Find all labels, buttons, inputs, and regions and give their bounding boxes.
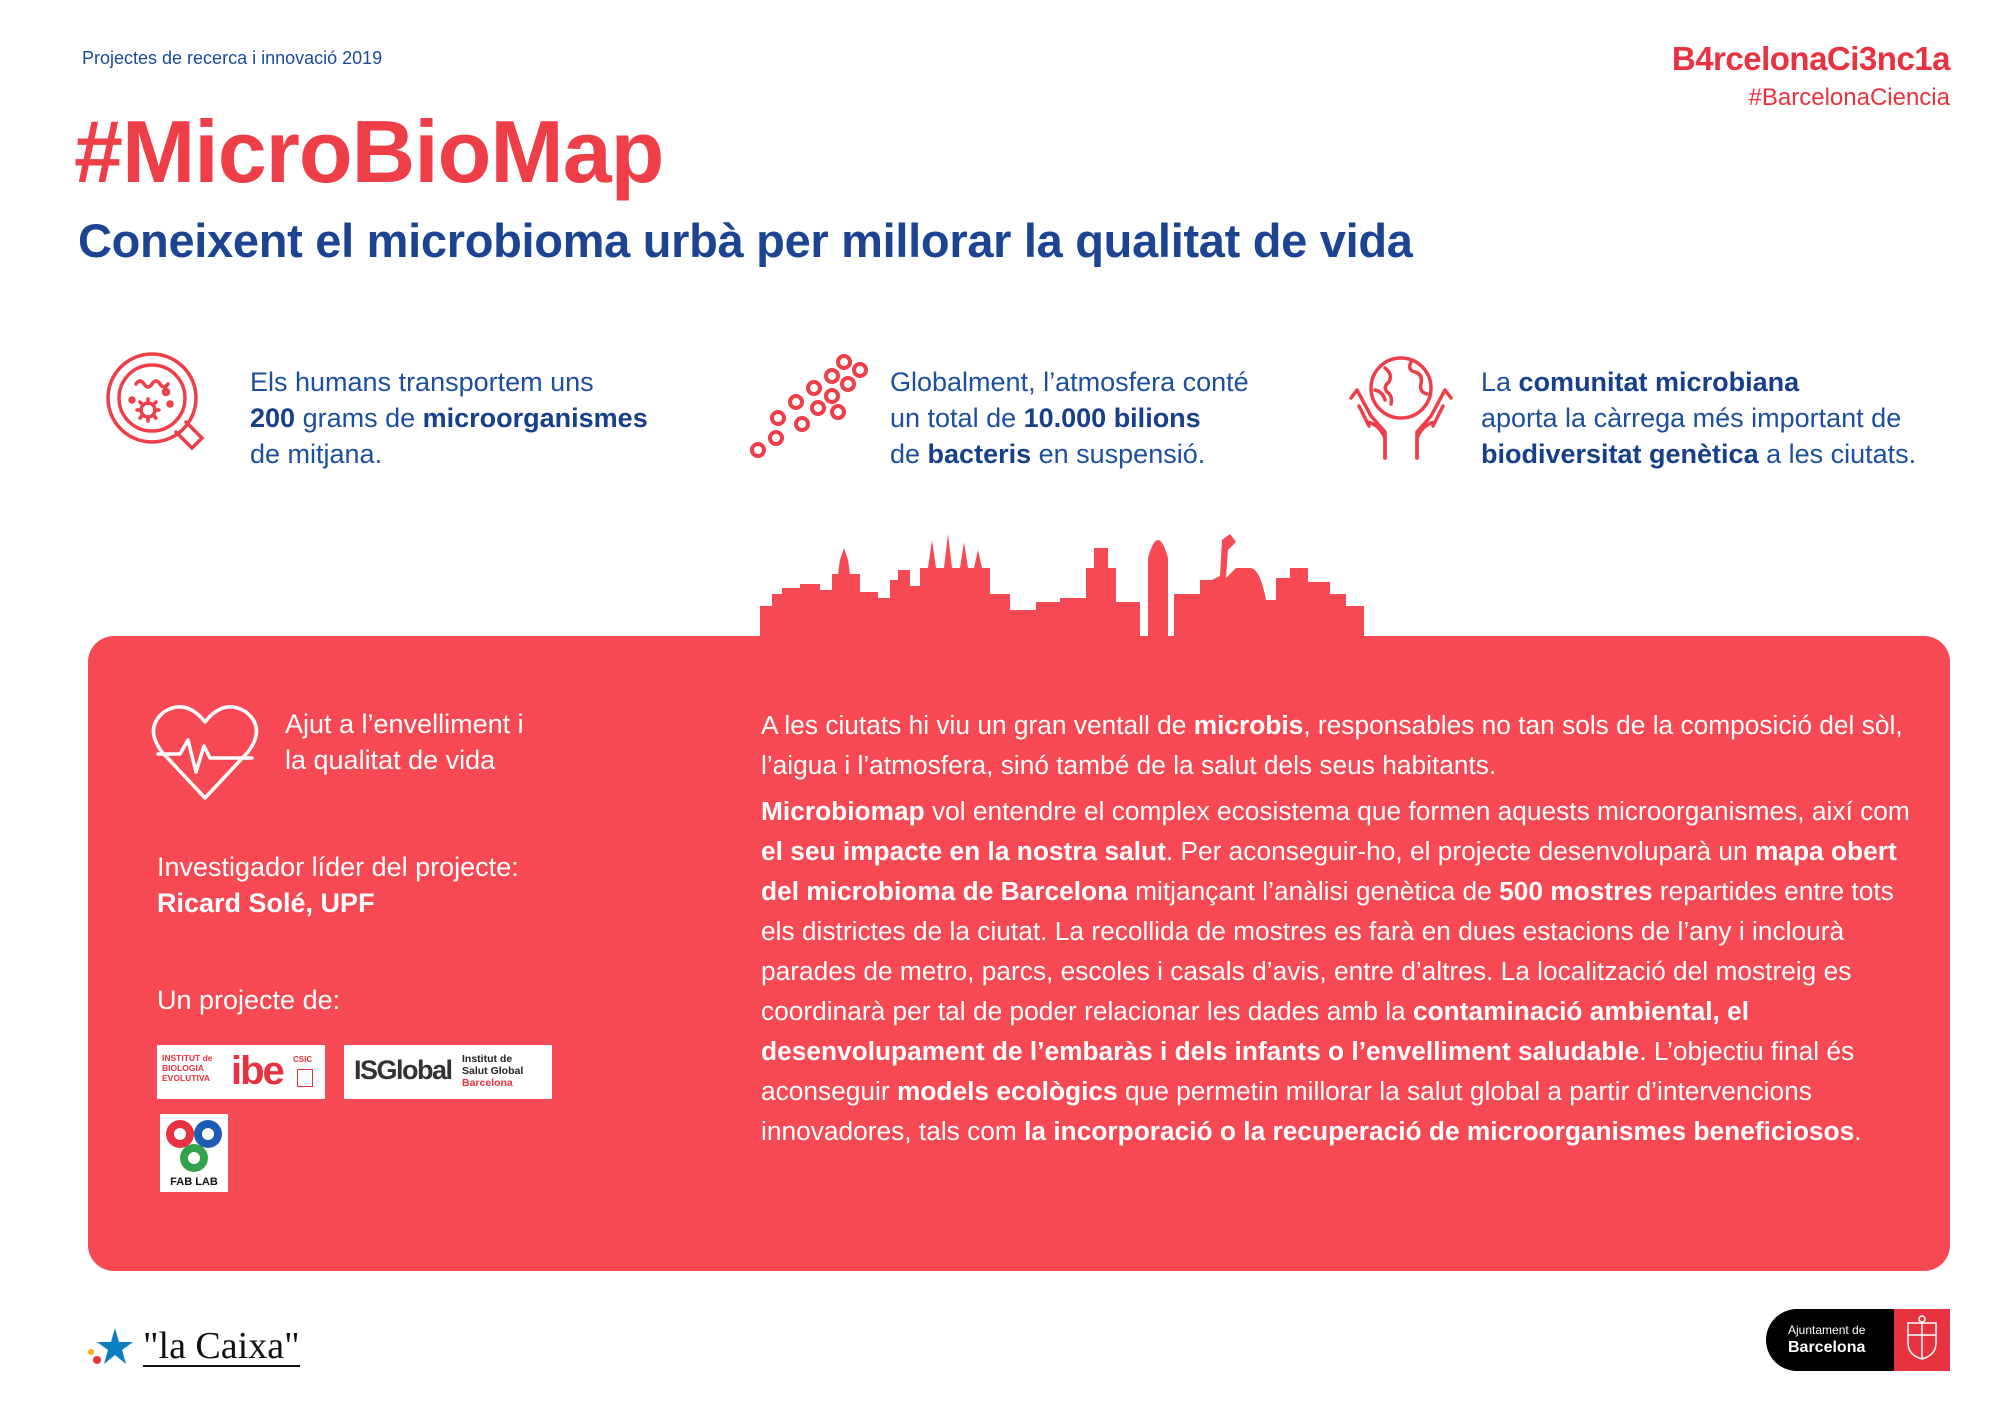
la-caixa-logo[interactable] bbox=[85, 1324, 300, 1370]
ibe-partner-logo[interactable] bbox=[157, 1045, 325, 1099]
description-run: mitjançant l’anàlisi genètica de bbox=[1127, 876, 1500, 906]
description-bold-run: models ecològics bbox=[896, 1076, 1118, 1106]
description-bold-run: la incorporació o la recuperació de microorganismes beneficiosos bbox=[1024, 1116, 1855, 1146]
fact-bold: bacteris bbox=[927, 439, 1032, 469]
fablab-label: FAB LAB bbox=[170, 1176, 218, 1188]
funding-focus bbox=[285, 706, 585, 778]
isglobal-line: Institut de bbox=[462, 1053, 513, 1065]
brand-hashtag: #BarcelonaCiencia bbox=[1748, 84, 1950, 111]
fact-line bbox=[1481, 436, 1916, 472]
description-bold-run: el seu impacte en la nostra salut bbox=[761, 836, 1166, 866]
page-subtitle: Coneixent el microbioma urbà per millorar la qualitat de vida bbox=[78, 214, 1413, 267]
project-of-label: Un projecte de: bbox=[157, 985, 341, 1015]
petri-dish-magnifier-icon bbox=[100, 346, 212, 458]
fact-humans bbox=[250, 364, 648, 472]
description-bold-run: contaminació ambiental, el desenvolupament de l’embaràs i dels infants o l’envelliment saludable bbox=[761, 996, 1750, 1066]
hands-globe-icon bbox=[1345, 350, 1457, 462]
fact-line: de mitjana. bbox=[250, 439, 383, 469]
description-run: . bbox=[1854, 1116, 1862, 1146]
fact-bold: microorganismes bbox=[422, 403, 648, 433]
project-description bbox=[761, 705, 1911, 1157]
isglobal-line: Barcelona bbox=[462, 1077, 513, 1089]
csic-mark: CSIC bbox=[293, 1055, 313, 1064]
fact-line: Els humans transportem uns bbox=[250, 367, 594, 397]
focus-line: la qualitat de vida bbox=[285, 745, 496, 775]
description-run: A les ciutats hi viu un gran ventall de bbox=[761, 710, 1194, 740]
barcelona-skyline-illustration bbox=[760, 528, 1550, 640]
fact-line: Globalment, l’atmosfera conté bbox=[890, 367, 1249, 397]
description-run: vol entendre el complex ecosistema que formen aquests microorganismes, així com bbox=[924, 796, 1910, 826]
description-paragraph bbox=[761, 791, 1911, 1151]
description-bold-run: 500 mostres bbox=[1499, 876, 1653, 906]
fact-text: de bbox=[890, 439, 928, 469]
heart-pulse-icon bbox=[150, 700, 260, 804]
fact-text: a les ciutats. bbox=[1758, 439, 1917, 469]
ibe-line: EVOLUTIVA bbox=[162, 1073, 211, 1083]
fact-text: en suspensió. bbox=[1031, 439, 1206, 469]
csic-emblem-icon bbox=[297, 1069, 313, 1087]
ajuntament-line1: Ajuntament de bbox=[1788, 1323, 1866, 1337]
fact-bold: biodiversitat genètica bbox=[1481, 439, 1759, 469]
description-bold-run: microbis bbox=[1193, 710, 1304, 740]
ajuntament-line2: Barcelona bbox=[1788, 1339, 1866, 1356]
ibe-mark: ibe bbox=[231, 1049, 283, 1093]
isglobal-line: Salut Global bbox=[462, 1065, 524, 1077]
focus-line: Ajut a l’envelliment i bbox=[285, 709, 524, 739]
kicker-text: Projectes de recerca i innovació 2019 bbox=[82, 48, 383, 68]
page-title: #MicroBioMap bbox=[74, 102, 664, 201]
brand-logo: B4rcelonaCi3nc1a bbox=[1671, 40, 1950, 77]
description-paragraph bbox=[761, 705, 1911, 785]
isglobal-mark: ISGlobal bbox=[354, 1055, 452, 1085]
barcelona-ciencia-brand[interactable] bbox=[1672, 40, 1950, 112]
description-run: repartides entre tots els districtes de la ciutat. La recollida de mostres es farà en dues estacions de l’any i inclourà parades de metro, parcs, escoles i casals d’avis, entre d’altres. La localització del mostreig es coordinarà per tal de poder relacionar les dades amb la bbox=[761, 876, 1894, 1026]
description-run: . Per aconseguir-ho, el projecte desenvoluparà un bbox=[1165, 836, 1755, 866]
fact-line bbox=[1481, 364, 1916, 400]
lead-researcher-label: Investigador líder del projecte: bbox=[157, 852, 519, 882]
fact-atmosphere bbox=[890, 364, 1249, 472]
fact-text: grams de bbox=[295, 403, 423, 433]
fact-text: un total de bbox=[890, 403, 1024, 433]
description-run: . L’objectiu final és aconseguir bbox=[761, 1036, 1855, 1106]
star-dots-icon bbox=[85, 1324, 137, 1370]
fact-bold: comunitat microbiana bbox=[1518, 367, 1800, 397]
barcelona-coat-of-arms-icon bbox=[1894, 1309, 1950, 1371]
fablab-partner-logo[interactable] bbox=[160, 1114, 228, 1192]
fact-community bbox=[1481, 364, 1916, 472]
fact-bold: 200 bbox=[250, 403, 296, 433]
fact-text: La bbox=[1481, 367, 1519, 397]
description-bold-run: mapa obert del microbioma de Barcelona bbox=[761, 836, 1897, 906]
lead-researcher-name: Ricard Solé, UPF bbox=[157, 888, 375, 918]
fact-line: aporta la càrrega més important de bbox=[1481, 403, 1902, 433]
fact-line bbox=[890, 436, 1249, 472]
ibe-line: BIOLOGIA bbox=[162, 1063, 205, 1073]
ibe-text bbox=[162, 1053, 213, 1083]
ajuntament-barcelona-logo[interactable] bbox=[1766, 1309, 1950, 1371]
isglobal-partner-logo[interactable] bbox=[344, 1045, 552, 1099]
la-caixa-wordmark: "la Caixa" bbox=[143, 1325, 300, 1367]
fact-line bbox=[890, 400, 1249, 436]
description-run: que permetin millorar la salut global a partir d’intervencions innovadores, tals com bbox=[761, 1076, 1812, 1146]
fact-line bbox=[250, 400, 648, 436]
description-bold-run: Microbiomap bbox=[761, 796, 925, 826]
description-run: , responsables no tan sols de la composició del sòl, l’aigua i l’atmosfera, sinó també de la salut dels seus habitants. bbox=[761, 710, 1903, 780]
fact-bold: 10.000 bilions bbox=[1023, 403, 1201, 433]
fablab-emblem-icon bbox=[160, 1114, 228, 1176]
ibe-line: INSTITUT de bbox=[162, 1053, 213, 1063]
bacteria-dots-icon bbox=[748, 350, 868, 460]
isglobal-text bbox=[462, 1053, 523, 1089]
